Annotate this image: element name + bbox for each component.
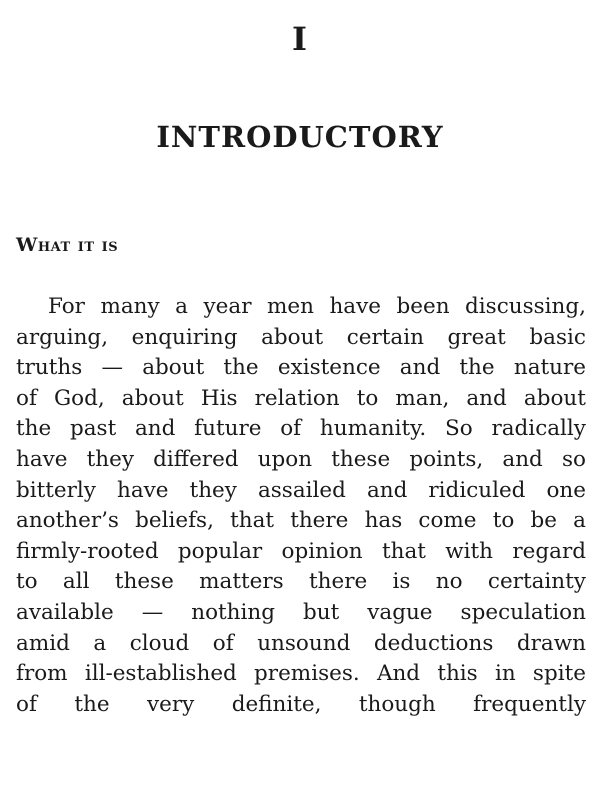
section-heading: What it is xyxy=(16,234,119,256)
paragraph-line: another’s beliefs, that there has come to be a xyxy=(16,508,586,534)
paragraph-line: of the very definite, though frequently xyxy=(16,691,586,717)
paragraph-line: available — nothing but vague speculation xyxy=(16,599,586,625)
body-paragraph xyxy=(16,292,586,720)
paragraph-line: arguing, enquiring about certain great basic xyxy=(16,324,586,350)
paragraph-line: have they differed upon these points, and so xyxy=(16,446,586,472)
paragraph-line: truths — about the existence and the nature xyxy=(16,355,586,381)
paragraph-line: from ill-established premises. And this in spite xyxy=(16,661,586,687)
paragraph-line: firmly-rooted popular opinion that with regard xyxy=(16,538,586,564)
paragraph-line: For many a year men have been discussing, xyxy=(48,294,586,319)
chapter-title: INTRODUCTORY xyxy=(156,120,444,154)
paragraph-line: of God, about His relation to man, and about xyxy=(16,385,586,411)
paragraph-line: amid a cloud of unsound deductions drawn xyxy=(16,630,586,656)
paragraph-line: to all these matters there is no certainty xyxy=(16,569,586,595)
paragraph-line: the past and future of humanity. So radically xyxy=(16,416,586,442)
chapter-number: I xyxy=(292,20,308,58)
paragraph-line: bitterly have they assailed and ridiculed one xyxy=(16,477,586,503)
